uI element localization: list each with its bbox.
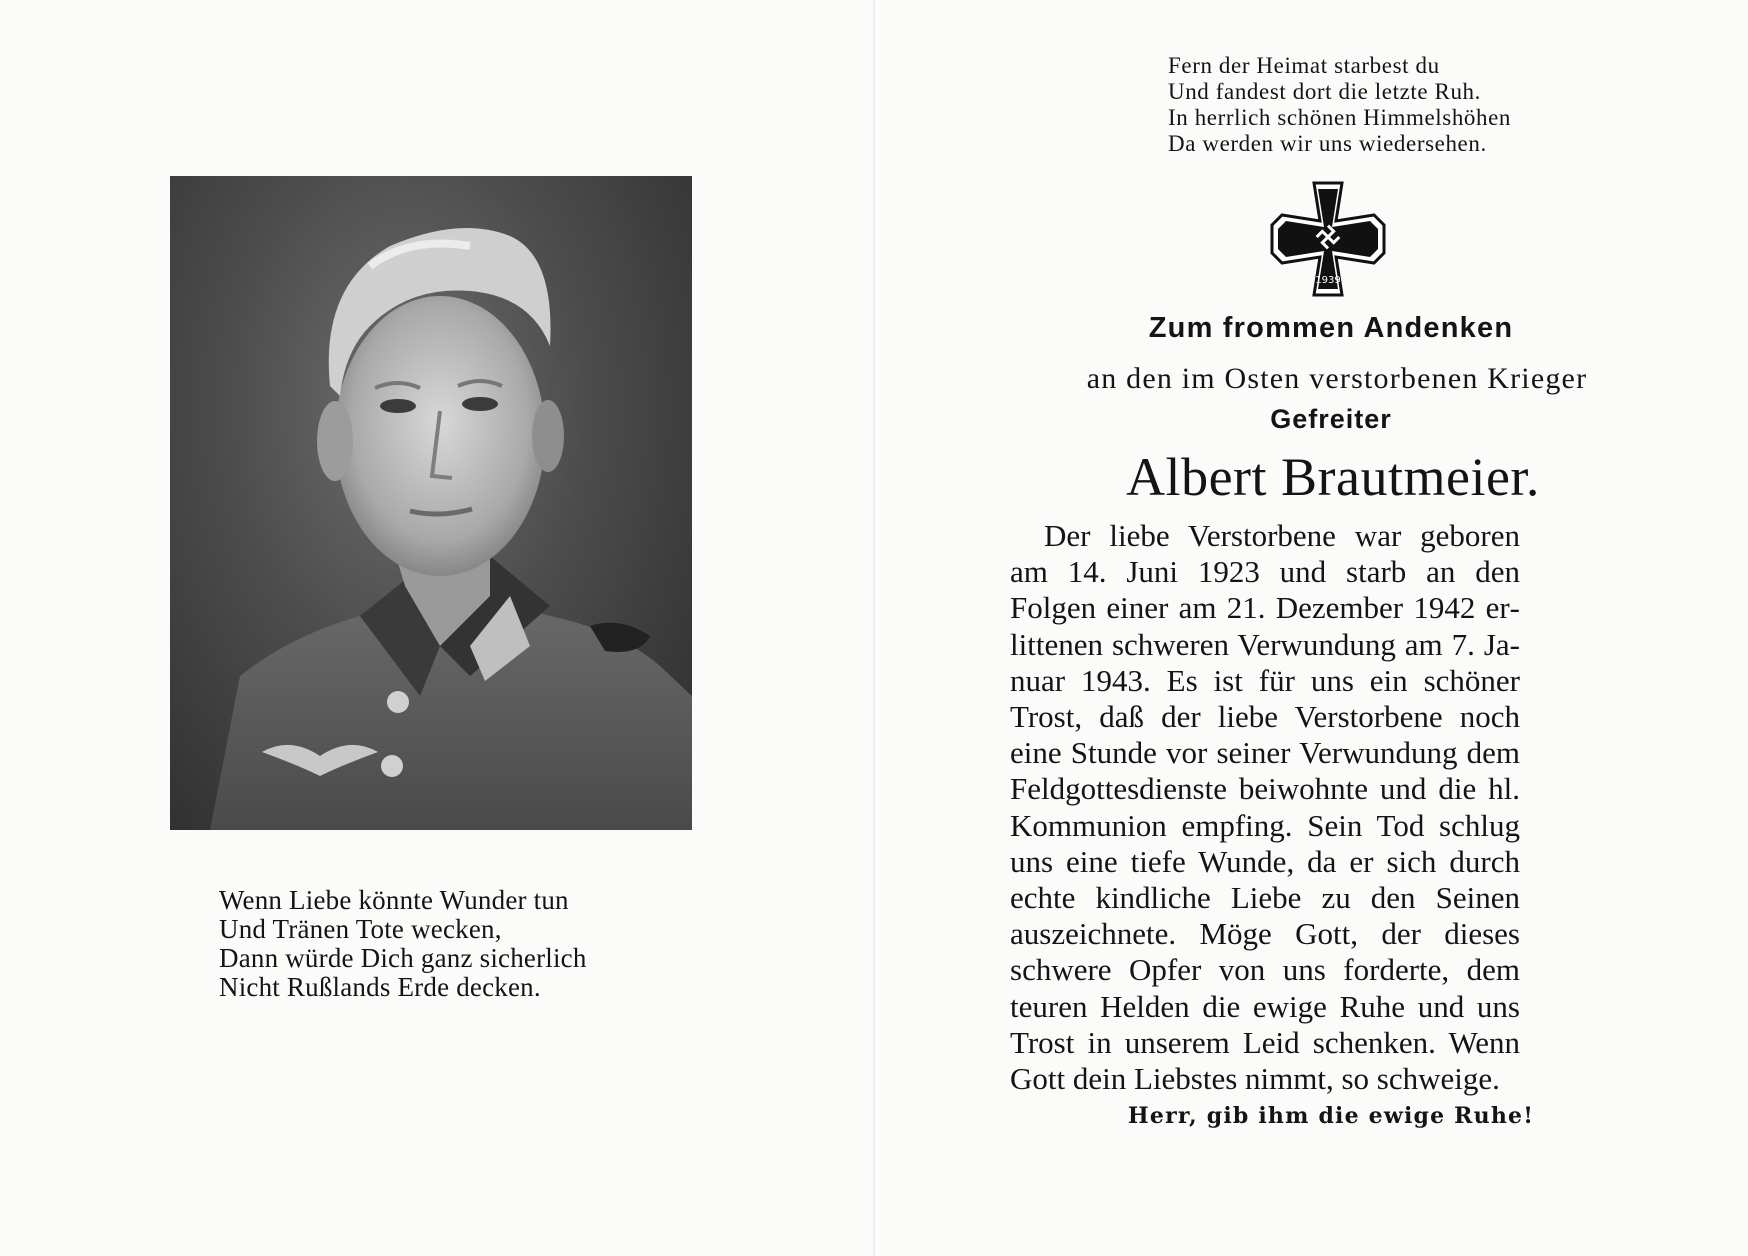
verse-line: Dann würde Dich ganz sicherlich	[219, 943, 587, 973]
soldier-name: Albert Brautmeier.	[1126, 447, 1540, 507]
iron-cross-icon	[1270, 181, 1386, 297]
left-verse	[219, 886, 739, 1002]
verse-line: Wenn Liebe könnte Wunder tun	[219, 885, 569, 915]
portrait-photo	[170, 176, 692, 830]
top-verse	[1168, 53, 1668, 157]
portrait-illustration	[170, 176, 692, 830]
card-heading: Zum frommen Andenken	[1148, 312, 1514, 344]
verse-line: Fern der Heimat starbest du	[1168, 53, 1440, 78]
verse-line: Und Tränen Tote wecken,	[219, 914, 502, 944]
verse-line: Nicht Rußlands Erde decken.	[219, 972, 541, 1002]
verse-line: In herrlich schönen Himmelshöhen	[1168, 105, 1512, 130]
memorial-text	[1010, 518, 1520, 1097]
right-page	[874, 0, 1748, 1256]
memorial-paragraph: Der liebe Verstorbene war geboren am 14. Juni 1923 und starb an den Folgen einer am 21. Dezember 1942 erlittenen schweren Verwundung am 7. Januar 1943. Es ist für uns ein schöner Trost, daß der liebe Verstorbene noch eine Stunde vor seiner Verwundung dem Feldgottesdienste beiwohnte und die hl. Kommunion empfing. Sein Tod schlug uns eine tiefe Wunde, da er sich durch echte kindliche Liebe zu den Seinen auszeichnete. Möge Gott, der dieses schwere Opfer von uns forderte, dem teuren Helden die ewige Ruhe und uns Trost in unserem Leid schenken. Wenn Gott dein Liebstes nimmt, so schweige.	[1010, 518, 1520, 1097]
card-subheading: an den im Osten verstorbenen Krieger	[1086, 362, 1588, 395]
closing-prayer: Herr, gib ihm die ewige Ruhe!	[1127, 1103, 1535, 1129]
verse-line: Und fandest dort die letzte Ruh.	[1168, 79, 1482, 104]
cross-year: 1939	[1315, 275, 1341, 286]
soldier-rank: Gefreiter	[1270, 404, 1392, 434]
verse-line: Da werden wir uns wiedersehen.	[1168, 131, 1487, 156]
